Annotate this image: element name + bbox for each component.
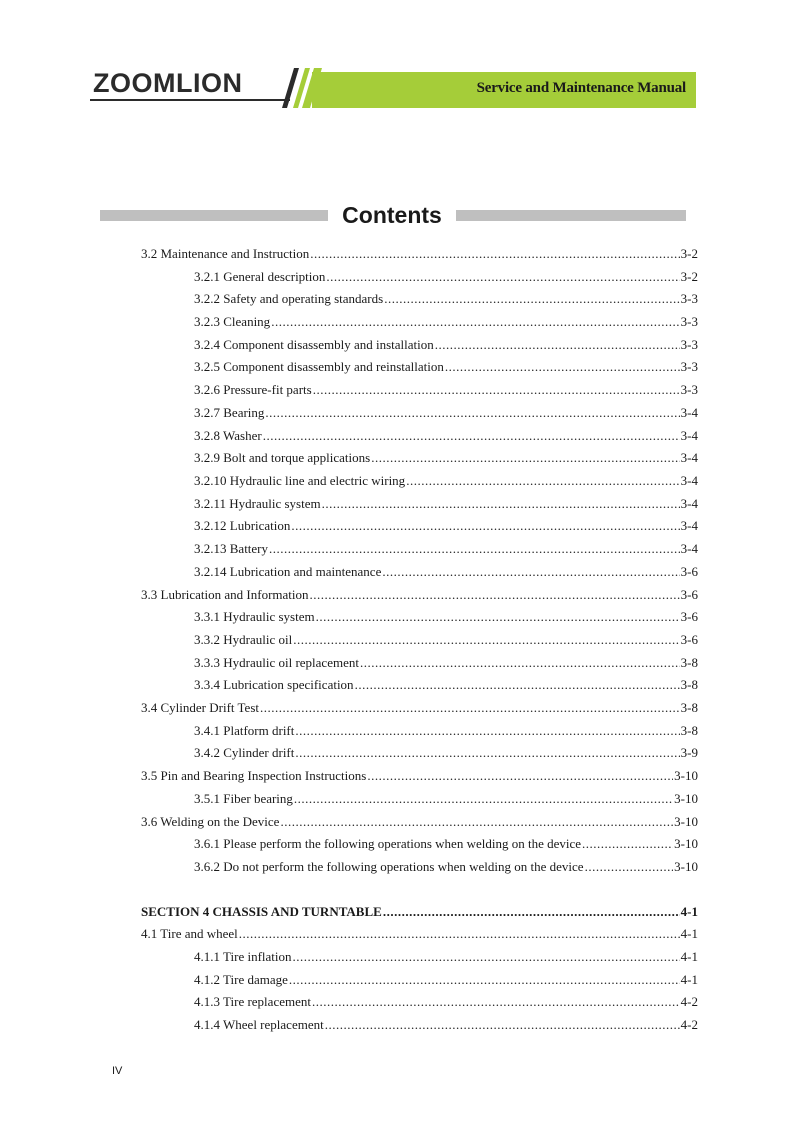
toc-entry[interactable] <box>194 609 698 625</box>
contents-heading <box>100 200 686 230</box>
toc-entry-title: 4.1.1 Tire inflation <box>194 949 292 964</box>
toc-entry[interactable] <box>194 269 698 285</box>
toc-entry-title: 3.2.8 Washer <box>194 428 262 443</box>
toc-entry-title: 3.3.4 Lubrication specification <box>194 677 354 692</box>
toc-entry-title: 4.1.2 Tire damage <box>194 972 288 987</box>
toc-entry-page: 3-3 <box>680 359 698 374</box>
toc-entry-title: 3.3.3 Hydraulic oil replacement <box>194 655 359 670</box>
toc-dot-leader <box>295 745 679 761</box>
toc-entry-page: 3-4 <box>680 518 698 533</box>
toc-entry-page: 3-10 <box>674 859 698 874</box>
toc-entry-title: 4.1 Tire and wheel <box>141 926 238 941</box>
toc-entry-title: 3.2.2 Safety and operating standards <box>194 291 384 306</box>
toc-entry[interactable] <box>141 814 698 830</box>
toc-entry-title: 3.5.1 Fiber bearing <box>194 791 293 806</box>
toc-entry-title: 3.2.14 Lubrication and maintenance <box>194 564 382 579</box>
toc-entry[interactable] <box>194 405 698 421</box>
toc-entry-title: 3.2.10 Hydraulic line and electric wiring <box>194 473 406 488</box>
toc-entry-page: 3-10 <box>674 836 698 851</box>
toc-dot-leader <box>239 926 680 942</box>
toc-entry[interactable] <box>194 723 698 739</box>
toc-entry-page: 3-4 <box>680 473 698 488</box>
toc-entry-page: 4-1 <box>680 949 698 964</box>
toc-entry-title: 3.2.3 Cleaning <box>194 314 271 329</box>
toc-entry-page: 3-8 <box>680 655 698 670</box>
toc-entry-title: 3.4.2 Cylinder drift <box>194 745 295 760</box>
toc-entry-page: 3-2 <box>680 269 698 284</box>
toc-entry[interactable] <box>141 904 698 920</box>
toc-dot-leader <box>294 791 673 807</box>
toc-entry-page: 3-3 <box>680 314 698 329</box>
toc-entry-title: 3.3.2 Hydraulic oil <box>194 632 293 647</box>
toc-entry[interactable] <box>194 972 698 988</box>
toc-dot-leader <box>445 359 680 375</box>
toc-entry-title: 3.4.1 Platform drift <box>194 723 295 738</box>
toc-entry-title: 3.2.12 Lubrication <box>194 518 291 533</box>
toc-entry[interactable] <box>194 382 698 398</box>
toc-dot-leader <box>295 723 679 739</box>
toc-entry[interactable] <box>194 859 698 875</box>
toc-entry[interactable] <box>194 791 698 807</box>
toc-entry-page: 3-4 <box>680 405 698 420</box>
toc-entry[interactable] <box>194 994 698 1010</box>
toc-dot-leader <box>325 1017 680 1033</box>
toc-entry-title: 3.2 Maintenance and Instruction <box>141 246 310 261</box>
toc-entry-page: 3-9 <box>680 745 698 760</box>
toc-dot-leader <box>582 836 673 852</box>
toc-dot-leader <box>310 246 679 262</box>
toc-entry[interactable] <box>194 428 698 444</box>
toc-entry[interactable] <box>194 949 698 965</box>
toc-entry[interactable] <box>141 246 698 262</box>
toc-dot-leader <box>291 518 679 534</box>
toc-entry-page: 3-6 <box>680 609 698 624</box>
toc-dot-leader <box>383 904 680 920</box>
header-band <box>312 72 696 108</box>
toc-entry[interactable] <box>194 450 698 466</box>
toc-entry-page: 3-6 <box>680 587 698 602</box>
toc-entry-page: 4-1 <box>680 926 698 941</box>
toc-entry-title: 3.2.4 Component disassembly and installation <box>194 337 434 352</box>
toc-entry[interactable] <box>194 564 698 580</box>
toc-dot-leader <box>367 768 673 784</box>
toc-entry-title: 3.2.13 Battery <box>194 541 269 556</box>
toc-entry[interactable] <box>194 632 698 648</box>
toc-dot-leader <box>293 632 679 648</box>
toc-entry-title: 3.6.1 Please perform the following operations when welding on the device <box>194 836 582 851</box>
toc-entry[interactable] <box>141 700 698 716</box>
toc-dot-leader <box>269 541 680 557</box>
toc-entry-page: 4-2 <box>680 994 698 1009</box>
toc-dot-leader <box>382 564 679 580</box>
toc-dot-leader <box>260 700 680 716</box>
toc-dot-leader <box>289 972 680 988</box>
toc-dot-leader <box>271 314 679 330</box>
toc-entry-title: 3.5 Pin and Bearing Inspection Instructions <box>141 768 367 783</box>
toc-entry-page: 3-3 <box>680 337 698 352</box>
toc-dot-leader <box>322 496 680 512</box>
toc-entry-title: 3.3 Lubrication and Information <box>141 587 309 602</box>
toc-entry-title: 3.2.5 Component disassembly and reinstallation <box>194 359 444 374</box>
toc-entry-title: 4.1.3 Tire replacement <box>194 994 311 1009</box>
toc-entry-page: 4-1 <box>680 972 698 987</box>
toc-entry[interactable] <box>194 836 698 852</box>
toc-entry-title: SECTION 4 CHASSIS AND TURNTABLE <box>141 904 382 919</box>
toc-entry[interactable] <box>194 1017 698 1033</box>
toc-entry-page: 3-2 <box>680 246 698 261</box>
toc-entry-title: 3.2.1 General description <box>194 269 326 284</box>
heading-bar-right <box>456 210 686 221</box>
toc-dot-leader <box>293 949 680 965</box>
toc-entry[interactable] <box>194 337 698 353</box>
toc-entry[interactable] <box>194 473 698 489</box>
toc-entry-page: 4-1 <box>680 904 698 919</box>
toc-entry-title: 3.6 Welding on the Device <box>141 814 280 829</box>
toc-entry-title: 3.3.1 Hydraulic system <box>194 609 315 624</box>
toc-entry[interactable] <box>194 677 698 693</box>
toc-entry[interactable] <box>141 587 698 603</box>
toc-entry[interactable] <box>194 314 698 330</box>
toc-entry-title: 3.2.11 Hydraulic system <box>194 496 321 511</box>
toc-entry-title: 3.4 Cylinder Drift Test <box>141 700 260 715</box>
toc-entry-page: 3-3 <box>680 291 698 306</box>
toc-entry-title: 3.2.7 Bearing <box>194 405 265 420</box>
toc-entry-page: 3-4 <box>680 428 698 443</box>
toc-entry-page: 3-6 <box>680 564 698 579</box>
page-header <box>90 68 696 108</box>
toc-dot-leader <box>406 473 679 489</box>
toc-entry[interactable] <box>141 768 698 784</box>
toc-entry-page: 3-8 <box>680 723 698 738</box>
toc-dot-leader <box>265 405 679 421</box>
toc-entry-page: 3-4 <box>680 541 698 556</box>
toc-entry[interactable] <box>141 926 698 942</box>
page-number: IV <box>112 1065 123 1077</box>
toc-entry-title: 3.6.2 Do not perform the following operations when welding on the device <box>194 859 584 874</box>
toc-entry-page: 3-3 <box>680 382 698 397</box>
toc-dot-leader <box>310 587 680 603</box>
toc-entry[interactable] <box>194 291 698 307</box>
toc-dot-leader <box>355 677 680 693</box>
manual-title: Service and Maintenance Manual <box>476 80 686 96</box>
toc-entry-page: 3-4 <box>680 450 698 465</box>
toc-entry-page: 4-2 <box>680 1017 698 1032</box>
toc-entry-page: 3-6 <box>680 632 698 647</box>
toc-entry-page: 3-4 <box>680 496 698 511</box>
toc-dot-leader <box>384 291 679 307</box>
zoomlion-logo: ZOOMLION <box>93 68 243 98</box>
toc-entry[interactable] <box>194 745 698 761</box>
heading-bar-left <box>100 210 328 221</box>
toc-entry-page: 3-10 <box>674 768 698 783</box>
toc-dot-leader <box>435 337 680 353</box>
toc-dot-leader <box>312 994 680 1010</box>
toc-entry[interactable] <box>194 518 698 534</box>
toc-entry[interactable] <box>194 541 698 557</box>
toc-dot-leader <box>313 382 680 398</box>
toc-entry[interactable] <box>194 359 698 375</box>
toc-dot-leader <box>263 428 680 444</box>
toc-entry-page: 3-10 <box>674 791 698 806</box>
toc-entry-page: 3-8 <box>680 700 698 715</box>
toc-entry-title: 3.2.6 Pressure-fit parts <box>194 382 312 397</box>
toc-entry-title: 4.1.4 Wheel replacement <box>194 1017 324 1032</box>
toc-entry[interactable] <box>194 655 698 671</box>
toc-entry-page: 3-8 <box>680 677 698 692</box>
contents-title: Contents <box>342 202 442 228</box>
toc-dot-leader <box>316 609 680 625</box>
toc-dot-leader <box>371 450 679 466</box>
toc-dot-leader <box>360 655 680 671</box>
logo-underline <box>90 99 290 101</box>
toc-entry-title: 3.2.9 Bolt and torque applications <box>194 450 371 465</box>
toc-dot-leader <box>326 269 679 285</box>
toc-dot-leader <box>585 859 674 875</box>
toc-entry-page: 3-10 <box>674 814 698 829</box>
toc-dot-leader <box>280 814 673 830</box>
toc-entry[interactable] <box>194 496 698 512</box>
